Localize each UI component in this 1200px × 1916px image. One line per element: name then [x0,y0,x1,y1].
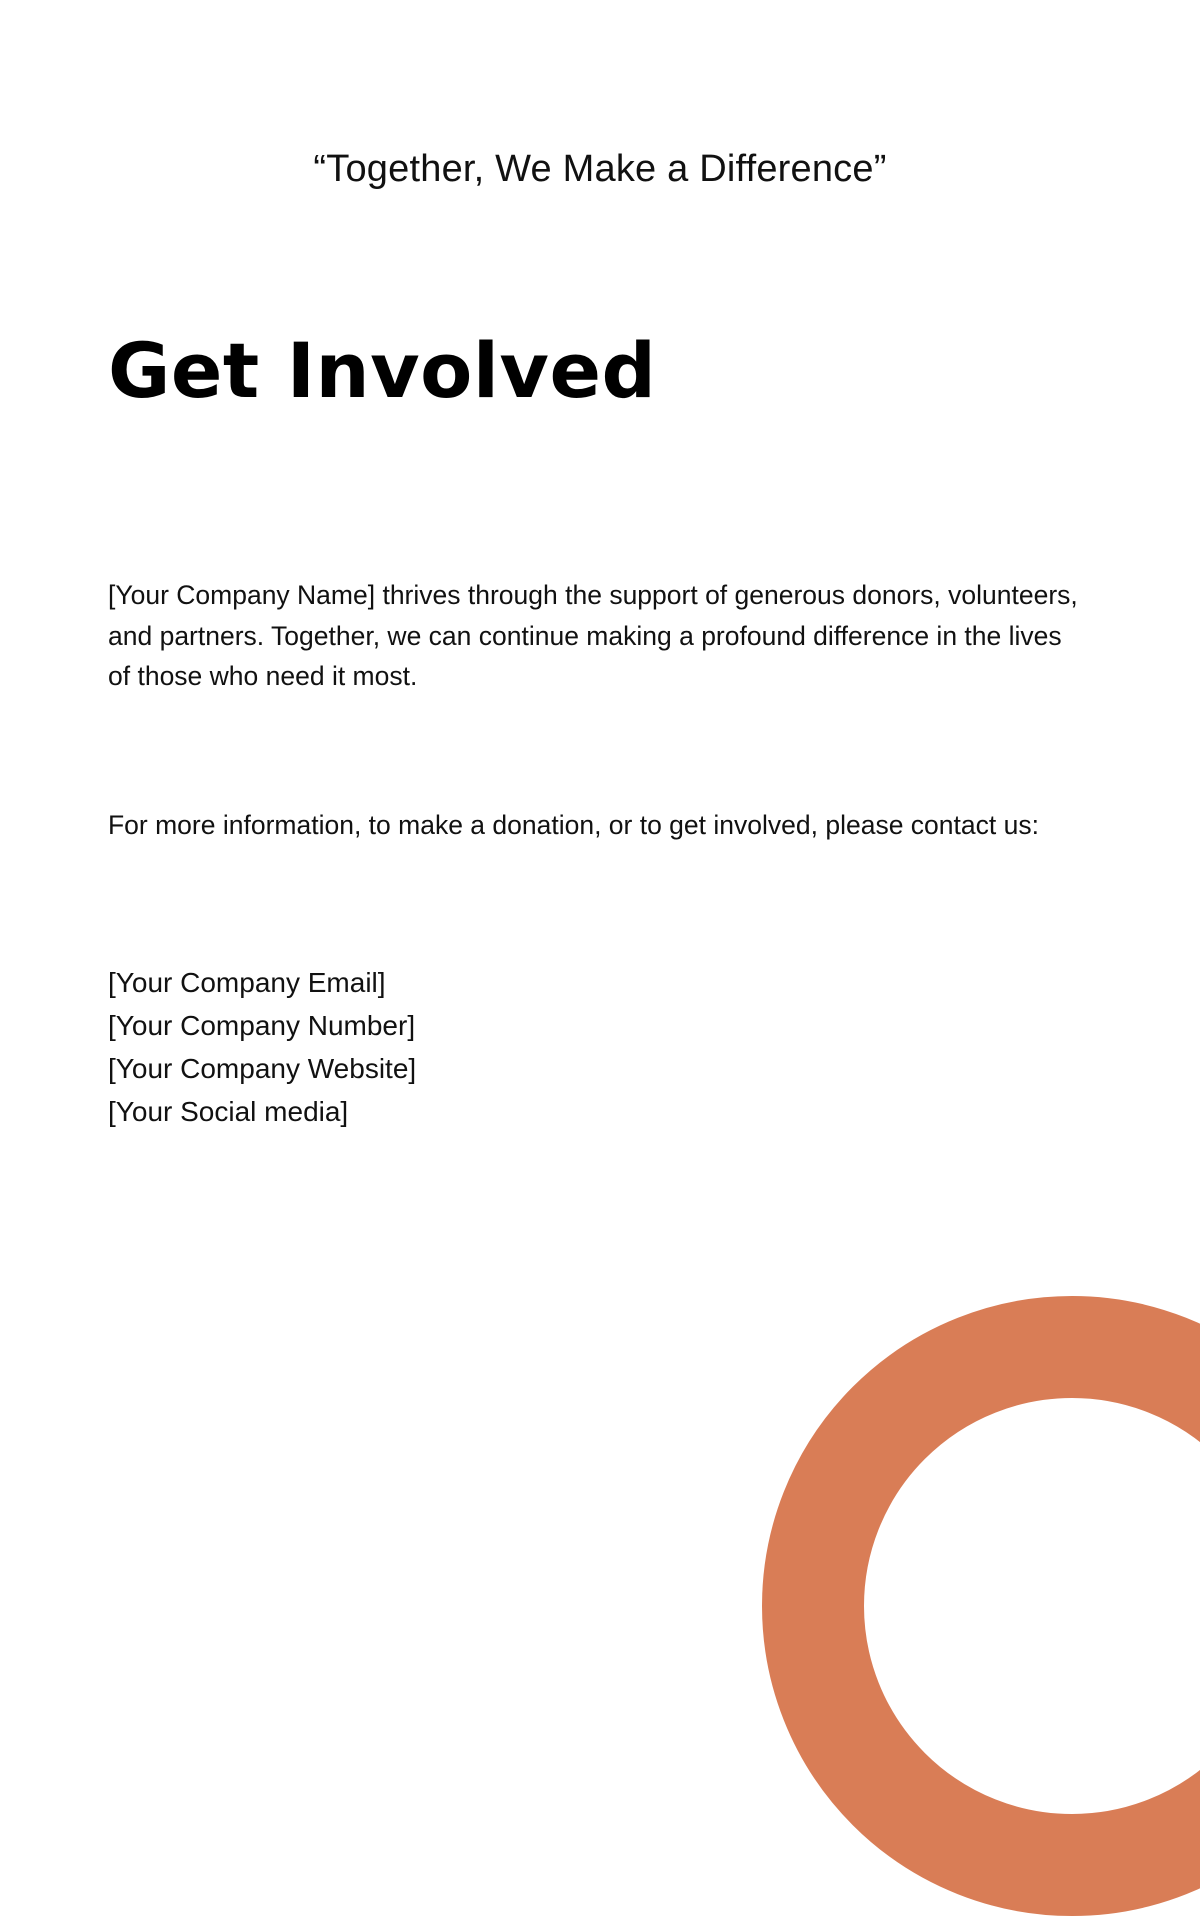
contact-number: [Your Company Number] [108,1010,416,1041]
contact-email: [Your Company Email] [108,967,386,998]
contact-list [108,961,416,1133]
contact-social-media: [Your Social media] [108,1096,349,1127]
contact-website: [Your Company Website] [108,1053,417,1084]
decorative-ring-icon [762,1296,1200,1916]
page-title: Get Involved [108,326,657,415]
tagline-quote: “Together, We Make a Difference” [313,148,887,190]
intro-paragraph: [Your Company Name] thrives through the support of generous donors, volunteers, and partners. Together, we can continue making a profound difference in the lives of those who need it most. [108,580,1078,691]
contact-prompt-paragraph: For more information, to make a donation, or to get involved, please contact us: [108,810,1039,840]
